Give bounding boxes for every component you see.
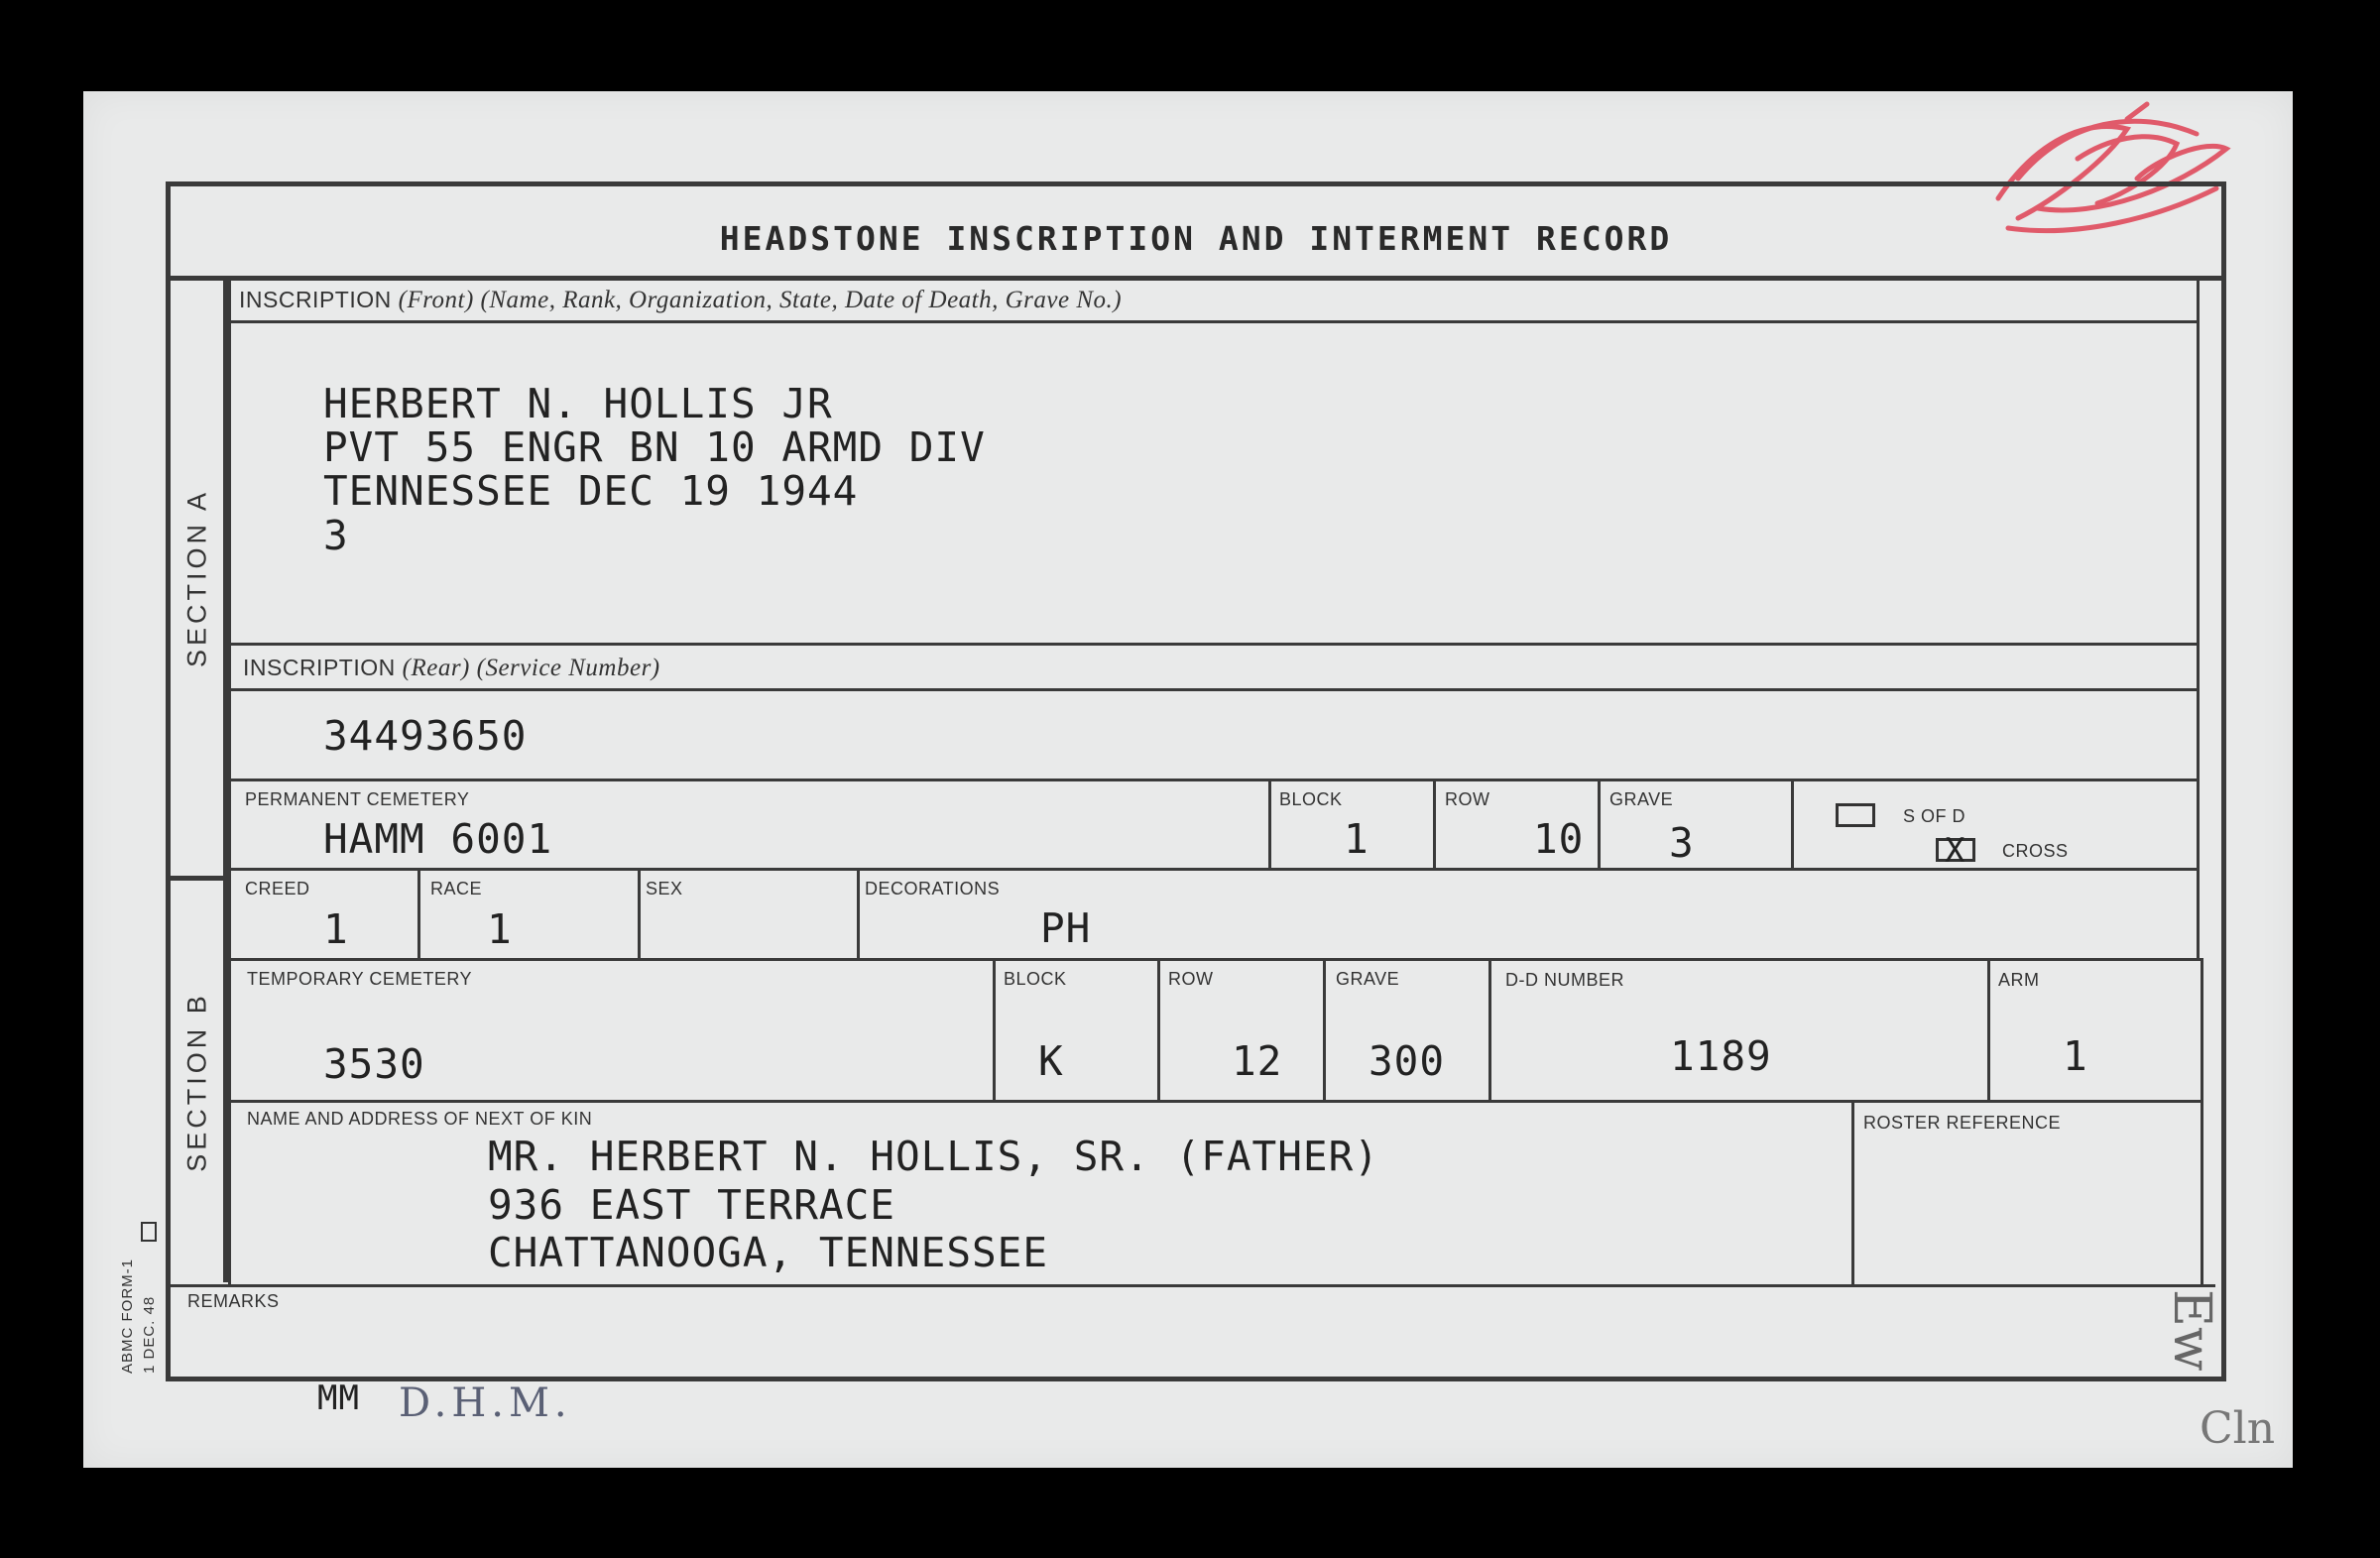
service-number: 34493650 <box>323 712 528 760</box>
remarks-cell <box>171 1284 2215 1377</box>
arm-value: 1 <box>2063 1032 2088 1080</box>
race-value: 1 <box>487 905 513 953</box>
permanent-cemetery-label: PERMANENT CEMETERY <box>245 789 470 809</box>
dd-number-cell <box>1488 958 1990 1103</box>
permanent-row-cell <box>1433 779 1601 871</box>
race-label: RACE <box>430 879 483 899</box>
margin-handwriting-2: Cln <box>2200 1403 2276 1454</box>
inscription-front-body <box>228 320 2200 646</box>
permanent-block-value: 1 <box>1344 815 1369 863</box>
temporary-cemetery-label: TEMPORARY CEMETERY <box>247 969 473 989</box>
sofd-label: S OF D <box>1903 806 1966 826</box>
permanent-block-cell <box>1268 779 1436 871</box>
decorations-cell <box>857 868 2200 961</box>
sex-label: SEX <box>646 879 683 899</box>
temporary-row-value: 12 <box>1232 1037 1283 1085</box>
cross-label: CROSS <box>2002 841 2069 861</box>
temporary-grave-value: 300 <box>1368 1037 1446 1085</box>
temporary-cemetery-value: 3530 <box>323 1040 425 1088</box>
decorations-value: PH <box>1040 904 1092 952</box>
temporary-grave-label: GRAVE <box>1336 969 1400 989</box>
section-a-label: SECTION A <box>181 488 211 668</box>
permanent-grave-value: 3 <box>1669 819 1695 867</box>
inscription-rear-header <box>228 643 2200 691</box>
inscription-line-1: HERBERT N. HOLLIS JR <box>323 380 833 427</box>
creed-label: CREED <box>245 879 310 899</box>
section-a-rail <box>171 281 228 876</box>
race-cell <box>417 868 641 961</box>
temporary-row-cell <box>1157 958 1326 1103</box>
creed-cell <box>228 868 420 961</box>
inscription-rear-label: INSCRIPTION (Rear) (Service Number) <box>243 655 660 681</box>
decorations-label: DECORATIONS <box>865 879 1001 899</box>
inscription-front-header <box>228 276 2200 323</box>
handwritten-initials: D.H.M. <box>399 1380 572 1426</box>
next-of-kin-label: NAME AND ADDRESS OF NEXT OF KIN <box>247 1109 593 1129</box>
remarks-label: REMARKS <box>187 1291 280 1311</box>
cross-checkbox[interactable] <box>1936 831 1975 871</box>
permanent-block-label: BLOCK <box>1279 789 1343 809</box>
arm-cell <box>1987 958 2203 1103</box>
temporary-block-value: K <box>1038 1037 1064 1085</box>
permanent-grave-label: GRAVE <box>1609 789 1674 809</box>
form-id-checkbox <box>141 1222 157 1242</box>
cross-check-mark: X <box>1945 831 1965 871</box>
marker-type-cell <box>1791 779 2200 871</box>
form-id-label: ABMC FORM-1 <box>119 1258 136 1374</box>
inscription-rear-body <box>228 688 2200 781</box>
inscription-front-label: INSCRIPTION (Front) (Name, Rank, Organization, State, Date of Death, Grave No.) <box>239 287 1123 313</box>
dd-number-value: 1189 <box>1670 1032 1772 1080</box>
permanent-cemetery-value: HAMM 6001 <box>323 815 553 863</box>
sofd-checkbox[interactable] <box>1836 803 1875 827</box>
roster-reference-label: ROSTER REFERENCE <box>1863 1113 2062 1133</box>
arm-label: ARM <box>1998 970 2040 990</box>
temporary-block-cell <box>993 958 1160 1103</box>
temporary-grave-cell <box>1323 958 1491 1103</box>
inscription-line-2: PVT 55 ENGR BN 10 ARMD DIV <box>323 423 986 471</box>
form-title: HEADSTONE INSCRIPTION AND INTERMENT RECORD <box>171 186 2221 281</box>
temporary-cemetery-cell <box>228 958 996 1103</box>
typed-initials: MM <box>317 1378 360 1418</box>
margin-handwriting-1: Ew <box>2162 1289 2221 1372</box>
next-of-kin-line-1: MR. HERBERT N. HOLLIS, SR. (FATHER) <box>488 1133 1379 1180</box>
next-of-kin-line-3: CHATTANOOGA, TENNESSEE <box>488 1229 1049 1276</box>
inscription-line-3: TENNESSEE DEC 19 1944 <box>323 467 859 515</box>
permanent-row-value: 10 <box>1533 815 1585 863</box>
inscription-line-4: 3 <box>323 512 349 559</box>
section-b-label: SECTION B <box>181 991 211 1172</box>
permanent-row-label: ROW <box>1445 789 1490 809</box>
next-of-kin-line-2: 936 EAST TERRACE <box>488 1181 895 1229</box>
section-b-rail <box>171 876 228 1282</box>
form-date-label: 1 DEC. 48 <box>141 1295 158 1374</box>
roster-reference-cell <box>1851 1100 2203 1287</box>
temporary-row-label: ROW <box>1168 969 1214 989</box>
temporary-block-label: BLOCK <box>1004 969 1067 989</box>
permanent-cemetery-cell <box>228 779 1271 871</box>
creed-value: 1 <box>323 905 349 953</box>
sex-cell <box>638 868 860 961</box>
next-of-kin-cell <box>228 1100 1854 1287</box>
permanent-grave-cell <box>1598 779 1794 871</box>
dd-number-label: D-D NUMBER <box>1505 970 1624 990</box>
